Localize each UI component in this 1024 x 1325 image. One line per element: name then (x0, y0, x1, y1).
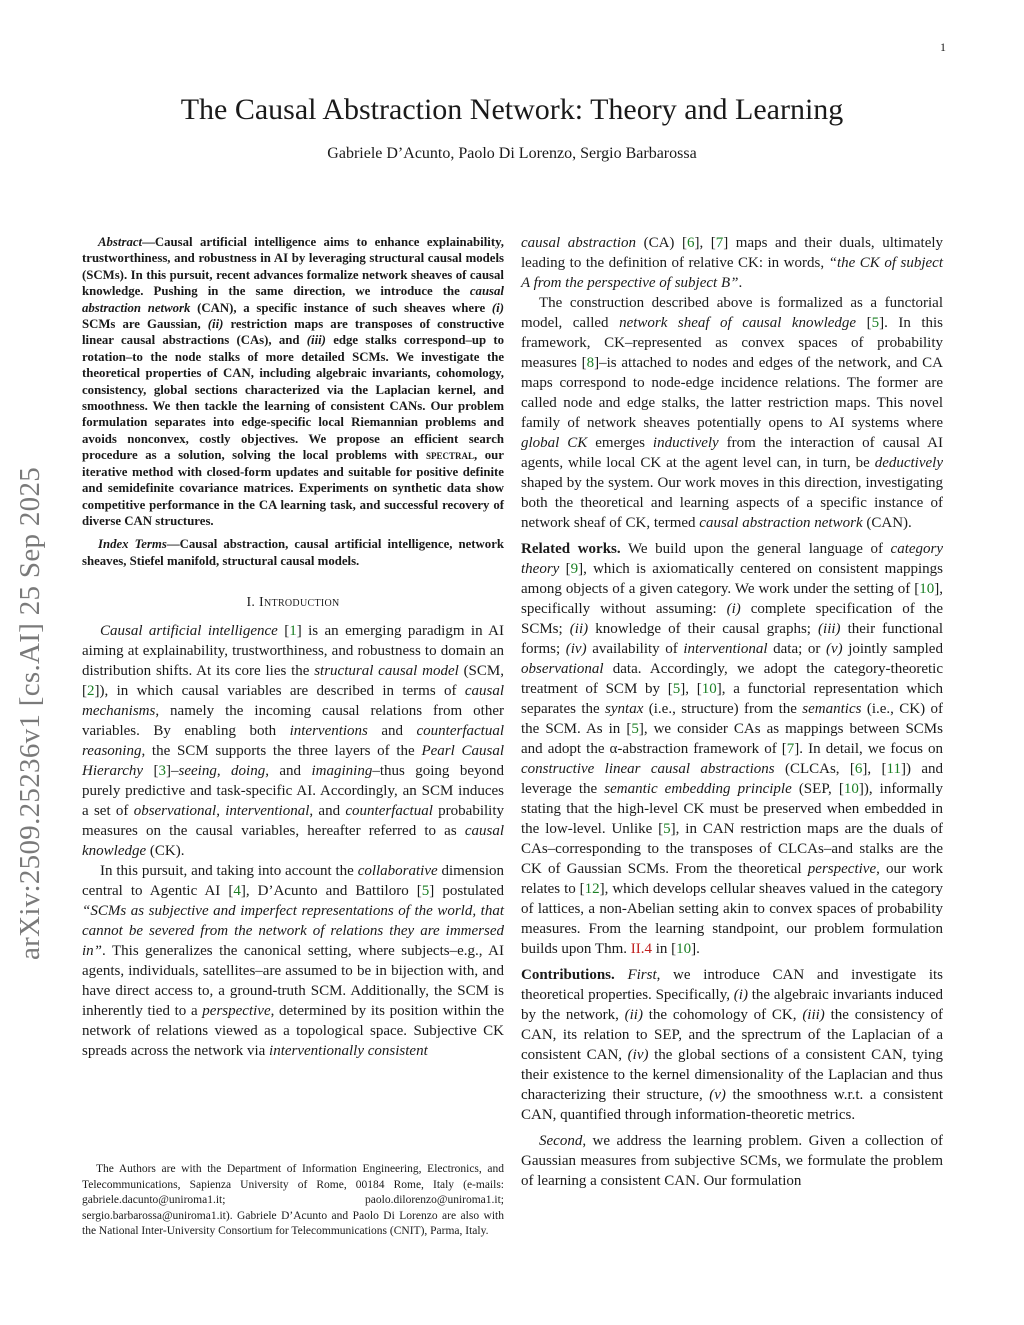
related-works-label: Related works. (521, 541, 621, 557)
abstract-label: Abstract (98, 235, 143, 249)
contributions-label: Contributions. (521, 967, 615, 983)
related-works-text: We build upon the general language of category theory [9], which is axiomatically centered on consistent mappings among objects of a given category. We work under the setting of [10], specifically without assuming: (i) complete specification of the SCMs; (ii) knowledge of their causal graphs; (iii) their functional forms; (iv) availability of interventional data; or (v) jointly sampled observational data. Accordingly, we adopt the category-theoretic treatment of SCM by [5], [10], a functorial representation which separates the syntax (i.e., structure) from the semantics (i.e., CK) of the SCM. As in [5], we consider CAs as mappings between SCMs and adopt the α-abstraction framework of [7]. In detail, we focus on constructive linear causal abstractions (CLCAs, [6], [11]) and leverage the semantic embedding principle (SEP, [10]), informally stating that the high-level CK must be preserved when embedded in the low-level. Unlike [5], in CAN restriction maps are the duals of CAs–corresponding to the transposes of CLCAs–and stalks are the CK of Gaussian SCMs. From the theoretical perspective, our work relates to [12], which develops cellular sheaves valued in the category of lattices, a non-Abelian setting akin to convex spaces of probability measures. From the learning standpoint, our problem formulation builds upon Thm. II.4 in [10]. (521, 541, 944, 957)
index-terms: Index Terms—Causal abstraction, causal artificial intelligence, network sheaves, Stiefel manifold, structural causal models. (82, 537, 504, 568)
related-works-paragraph (521, 539, 943, 959)
intro-paragraph-2: In this pursuit, and taking into account the collaborative dimension central to Agentic AI [4], D’Acunto and Battiloro [5] postulated “SCMs as subjective and imperfect representations of the world, that cannot be severed from the network of relations they are immersed in”. This generalizes the canonical setting, where subjects–e.g., AI agents, individuals, satellites–are assumed to be in bijection with, and have direct access to, a ground-truth SCM. Additionally, the SCM is inherently tied to a perspective, determined by its position within the network of relations viewed as a topological space. Subjective CK spreads across the network via interventionally consistent (82, 863, 504, 1060)
paper-authors: Gabriele D’Acunto, Paolo Di Lorenzo, Sergio Barbarossa (327, 145, 697, 162)
abstract: Abstract—Causal artificial intelligence aims to enhance explainability, trustworthiness, and robustness in AI by leveraging structural causal models (SCMs). In this pursuit, recent advances formalize network sheaves of causal knowledge. Pushing in the same direction, we introduce the causal abstraction network (CAN), a specific instance of such sheaves where (i) SCMs are Gaussian, (ii) restriction maps are transposes of constructive linear causal abstractions (CAs), and (iii) edge stalks correspond–up to rotation–to the node stalks of more detailed SCMs. We investigate the theoretical properties of CAN, including algebraic invariants, cohomology, consistency, global sections characterized via the Laplacian kernel, and smoothness. We then tackle the learning of consistent CANs. Our problem formulation separates into edge-specific local Riemannian problems and avoids nonconvex, costly objectives. We propose an efficient search procedure as a solution, solving the local problems with spectral, our iterative method with closed-form updates and suitable for positive definite and semidefinite covariance matrices. Experiments on synthetic data show competitive performance in the CA learning task, and successful recovery of diverse CAN structures. (82, 235, 505, 528)
intro-paragraph-1: Causal artificial intelligence [1] is an emerging paradigm in AI aiming at explainability, trustworthiness, and robustness to domain an distribution shifts. At its core lies the structural causal model (SCM, [2]), in which causal variables are described in terms of causal mechanisms, namely the incoming causal relations from other variables. By enabling both interventions and counterfactual reasoning, the SCM supports the three layers of the Pearl Causal Hierarchy [3]–seeing, doing, and imagining–thus going beyond purely predictive and task-specific AI. Accordingly, an SCM induces a set of observational, interventional, and counterfactual probability measures on the causal variables, hereafter referred to as causal knowledge (CK). (82, 623, 505, 860)
page-number: 1 (940, 40, 946, 54)
contributions-text: First, we introduce CAN and investigate its theoretical properties. Specifically, (i) the algebraic invariants induced by the network, (ii) the cohomology of CK, (iii) the consistency of CAN, its relation to SEP, and the sprectrum of the Laplacian of a consistent CAN, (iv) the global sections of a consistent CAN, tying their existence to the kernel dimensionality of the Laplacian and thus characterizing their structure, (v) the smoothness w.r.t. a consistent CAN, quantified through information-theoretic metrics. (521, 967, 943, 1123)
second-contribution-paragraph: Second, we address the learning problem. Given a collection of Gaussian measures from subjective SCMs, we formulate the problem of learning a consistent CAN. Our formulation (521, 1133, 943, 1189)
right-paragraph-1: causal abstraction (CA) [6], [7] maps and their duals, ultimately leading to the definition of relative CK: in words, “the CK of subject A from the perspective of subject B”. (521, 235, 944, 291)
index-terms-text: Causal abstraction, causal artificial intelligence, network sheaves, Stiefel manifold, structural causal models. (82, 537, 504, 568)
arxiv-identifier: arXiv:2509.25236v1 [cs.AI] 25 Sep 2025 (14, 466, 46, 960)
left-column (82, 234, 504, 1061)
author-footnote: The Authors are with the Department of Information Engineering, Electronics, and Telecommunications, Sapienza University of Rome, 00184 Rome, Italy (e-mails: gabriele.dacunto@uniroma1.it; paolo.dilorenzo@uniroma1.it; sergio.barbarossa@uniroma1.it). Gabriele D’Acunto and Paolo Di Lorenzo are also with the National Inter-University Consortium for Telecommunications (CNIT), Parma, Italy. (82, 1163, 504, 1238)
contributions-paragraph (521, 965, 943, 1125)
section-heading-introduction: I. Introduction (246, 595, 340, 611)
abstract-text: Causal artificial intelligence aims to enhance explainability, trustworthiness, and robustness in AI by leveraging structural causal models (SCMs). In this pursuit, recent advances formalize network sheaves of causal knowledge. Pushing in the same direction, we introduce the causal abstraction network (CAN), a specific instance of such sheaves where (i) SCMs are Gaussian, (ii) restriction maps are transposes of constructive linear causal abstractions (CAs), and (iii) edge stalks correspond–up to rotation–to the node stalks of more detailed SCMs. We investigate the theoretical properties of CAN, including algebraic invariants, cohomology, consistency, global sections characterized via the Laplacian kernel, and smoothness. We then tackle the learning of consistent CANs. Our problem formulation separates into edge-specific local Riemannian problems and avoids nonconvex, costly objectives. We propose an efficient search procedure as a solution, solving the local problems with spectral, our iterative method with closed-form updates and suitable for positive definite and semidefinite covariance matrices. Experiments on synthetic data show competitive performance in the CA learning task, and successful recovery of diverse CAN structures. (82, 235, 505, 528)
right-paragraph-2: The construction described above is formalized as a functorial model, called network sheaf of causal knowledge [5]. In this framework, CK–represented as convex spaces of probability measures [8]–is attached to nodes and edges of the network, and CA maps correspond to node-edge incidence relations. The former are called node and edge stalks, the latter restriction maps. This novel family of network sheaves potentially opens to AI systems where global CK emerges inductively from the interaction of causal AI agents, while local CK at the agent level can, in turn, be deductively shaped by the system. Our work moves in this direction, investigating both the theoretical and learning aspects of a specific instance of network sheaf of CK, termed causal abstraction network (CAN). (521, 295, 943, 531)
index-terms-label: Index Terms (98, 537, 167, 552)
paper-title: The Causal Abstraction Network: Theory and Learning (180, 93, 844, 126)
right-column (521, 233, 943, 1191)
